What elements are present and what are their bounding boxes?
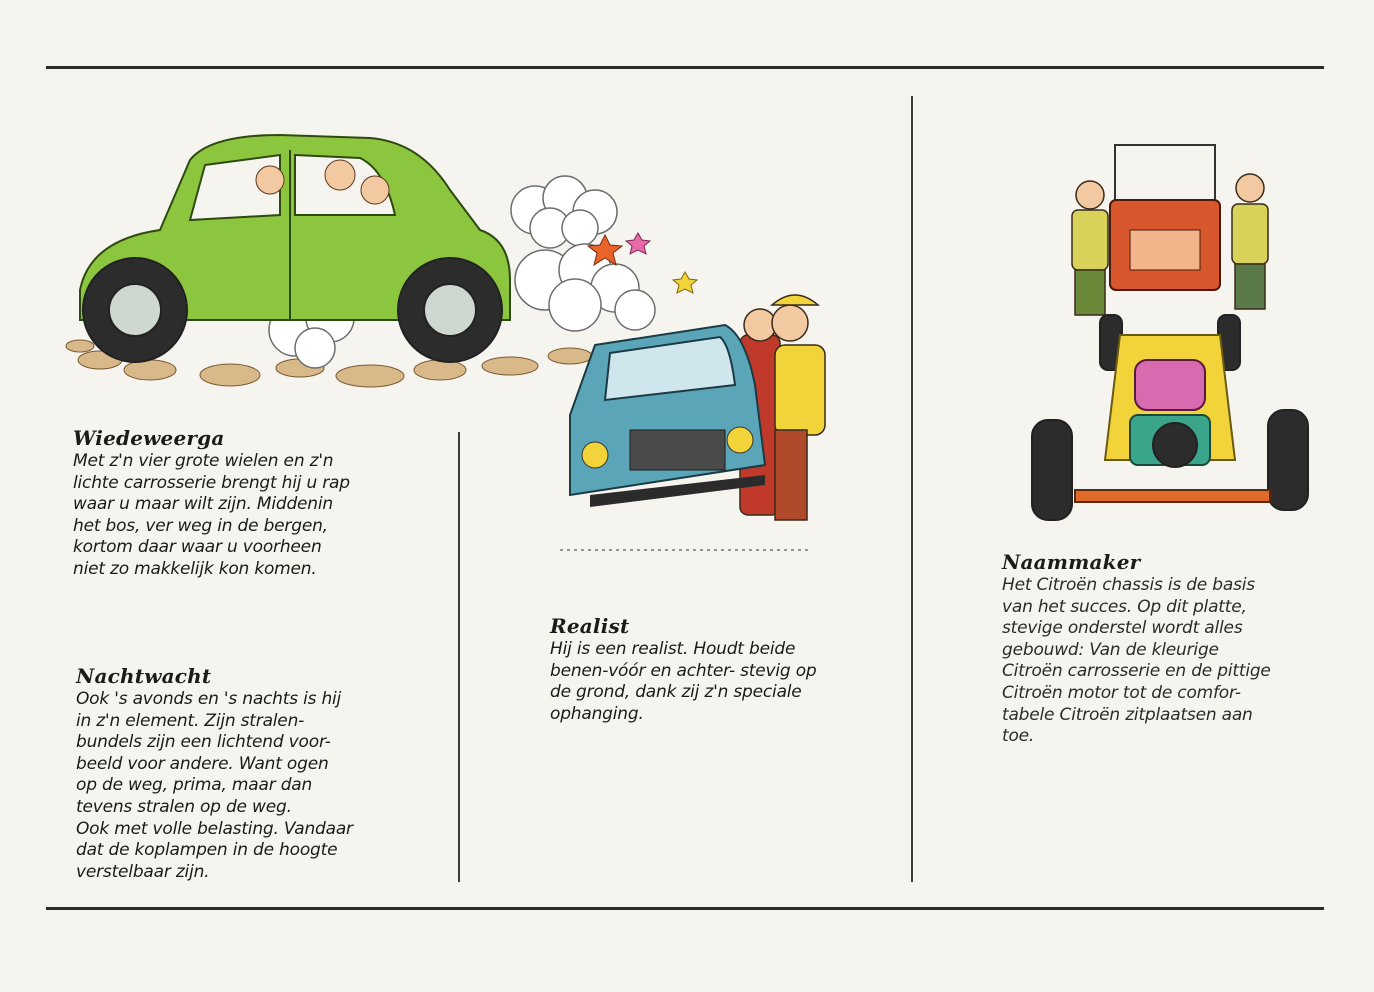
body-line: dat de koplampen in de hoogte [76, 840, 338, 861]
body-line: Ook met volle belasting. Vandaar [76, 818, 353, 839]
body-line: de grond, dank zij z'n speciale [550, 682, 802, 703]
body-line: kortom daar waar u voorheen [73, 537, 322, 558]
body-line: stevige onderstel wordt alles [1002, 618, 1243, 639]
body-line: toe. [1002, 726, 1035, 747]
body-line: ophanging. [550, 703, 644, 724]
column-divider-right [911, 96, 913, 882]
body-line: gebouwd: Van de kleurige [1002, 639, 1219, 660]
section-wiedeweerga [73, 426, 350, 581]
body-line: niet zo makkelijk kon komen. [73, 558, 317, 579]
blue-car-illustration [550, 265, 870, 555]
body-line: Ook 's avonds en 's nachts is hij [76, 689, 342, 709]
body-line: op de weg, prima, maar dan [76, 775, 313, 796]
section-title: Naammaker [1002, 550, 1141, 574]
body-line: bundels zijn een lichtend voor- [76, 732, 331, 753]
body-line: tabele Citroën zitplaatsen aan [1002, 704, 1253, 725]
body-line: benen-vóór en achter- stevig op [550, 660, 817, 681]
body-line: Citroën carrosserie en de pittige [1002, 661, 1271, 682]
body-line: tevens stralen op de weg. [76, 796, 292, 817]
body-line: waar u maar wilt zijn. Middenin [73, 494, 333, 515]
section-title: Realist [550, 614, 630, 638]
section-realist [550, 614, 817, 725]
section-title: Nachtwacht [76, 664, 212, 688]
body-line: verstelbaar zijn. [76, 861, 210, 882]
chassis-illustration [1020, 130, 1320, 530]
top-rule [46, 66, 1324, 69]
body-line: het bos, ver weg in de bergen, [73, 515, 328, 536]
section-naammaker [1002, 550, 1271, 748]
body-line: Hij is een realist. Houdt beide [550, 639, 796, 659]
body-line: van het succes. Op dit platte, [1002, 596, 1247, 617]
body-line: beeld voor andere. Want ogen [76, 753, 329, 774]
body-line: lichte carrosserie brengt hij u rap [73, 472, 350, 493]
bottom-rule [46, 907, 1324, 910]
section-nachtwacht [76, 664, 353, 883]
section-title: Wiedeweerga [73, 426, 225, 450]
body-line: Het Citroën chassis is de basis [1002, 575, 1255, 595]
body-line: Met z'n vier grote wielen en z'n [73, 451, 334, 471]
body-line: in z'n element. Zijn stralen- [76, 710, 305, 731]
column-divider-left [458, 432, 460, 882]
body-line: Citroën motor tot de comfor- [1002, 682, 1241, 703]
